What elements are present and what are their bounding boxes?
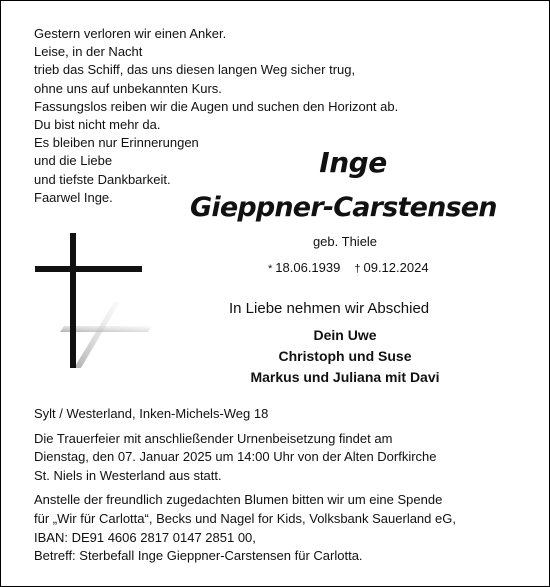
cross-icon	[30, 230, 160, 380]
died-symbol: †	[354, 263, 361, 275]
born-symbol: *	[268, 263, 273, 275]
donation-line: Betreff: Sterbefall Inge Gieppner-Carstensen für Carlotta.	[34, 548, 363, 564]
donation-line: Anstelle der freundlich zugedachten Blumen bitten wir um eine Spende	[34, 492, 443, 508]
mourner: Dein Uwe	[313, 327, 377, 343]
deceased-last-name	[190, 192, 497, 223]
ceremony-line: St. Niels in Westerland aus statt.	[34, 467, 222, 483]
birth-name: geb. Thiele	[312, 234, 378, 249]
ceremony	[34, 430, 456, 486]
poem-line: Gestern verloren wir einen Anker.	[34, 26, 227, 41]
death-date: 09.12.2024	[363, 260, 429, 275]
address-line: Sylt / Westerland, Inken-Michels-Weg 18	[34, 406, 269, 421]
ceremony-line: Dienstag, den 07. Januar 2025 um 14:00 Uhr von der Alten Dorfkirche	[34, 449, 437, 465]
life-dates	[268, 260, 429, 275]
info-block	[34, 405, 456, 572]
poem-line: trieb das Schiff, das uns diesen langen Weg sicher trug,	[34, 62, 356, 78]
poem	[34, 25, 398, 207]
birth-date: 18.06.1939	[275, 260, 341, 275]
poem-line: Fassungslos reiben wir die Augen und suchen den Horizont ab.	[34, 98, 399, 114]
poem-line: Du bist nicht mehr da.	[34, 117, 161, 133]
poem-line: und tiefste Dankbarkeit.	[34, 171, 171, 187]
poem-line: und die Liebe	[34, 153, 113, 169]
last-name-text: Gieppner-Carstensen	[190, 192, 497, 223]
mourners	[230, 325, 460, 388]
deceased-first-name	[0, 146, 550, 179]
mourner: Markus und Juliana mit Davi	[250, 369, 440, 385]
cross-shadow-vertical	[74, 302, 120, 368]
address	[34, 405, 456, 424]
poem-line: Faarwel Inge.	[34, 189, 113, 205]
cross-vertical	[70, 233, 76, 368]
poem-line: ohne uns auf unbekannten Kurs.	[34, 80, 222, 96]
poem-line: Leise, in der Nacht	[34, 44, 143, 60]
cross-horizontal	[35, 266, 142, 272]
mourner: Christoph und Suse	[278, 348, 412, 364]
donation-line: IBAN: DE91 4606 2817 0147 2851 00,	[34, 529, 256, 545]
ceremony-line: Die Trauerfeier mit anschließender Urnenbeisetzung findet am	[34, 430, 393, 446]
first-name-text: Inge	[319, 146, 387, 179]
donation	[34, 491, 456, 565]
poem-line: Es bleiben nur Erinnerungen	[34, 135, 199, 151]
farewell-text: In Liebe nehmen wir Abschied	[229, 300, 430, 317]
donation-line: für „Wir für Carlotta“, Becks und Nagel for Kids, Volksbank Sauerland eG,	[34, 510, 456, 526]
